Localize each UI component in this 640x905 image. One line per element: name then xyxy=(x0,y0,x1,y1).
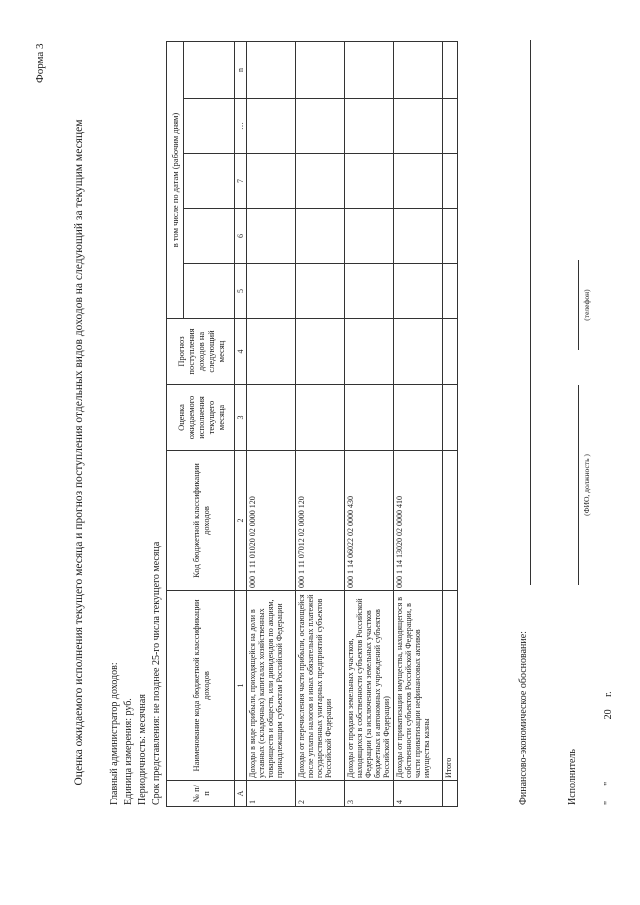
header-date-cell xyxy=(184,154,235,209)
column-number: 5 xyxy=(235,264,247,319)
column-number: 3 xyxy=(235,385,247,451)
header-forecast: Прогноз поступления доходов на следующий месяц xyxy=(167,319,235,385)
row-number: 4 xyxy=(394,781,443,807)
column-number: 2 xyxy=(235,451,247,591)
header-estimate: Оценка ожидаемого исполнения текущего месяца xyxy=(167,385,235,451)
column-number: А xyxy=(235,781,247,807)
header-code: Код бюджетной классификации доходов xyxy=(167,451,235,591)
row-name: Доходы от приватизации имущества, находящегося в собственности субъектов Российской Федерации, в части приватизации нефинансовых активов имущества казны xyxy=(394,591,443,781)
header-by-dates: в том числе по датам (рабочим дням) xyxy=(167,41,184,318)
form-label: Форма 3 xyxy=(34,43,46,83)
executor-label: Исполнитель xyxy=(567,749,578,805)
row-code: 000 1 14 13020 02 0000 410 xyxy=(394,451,443,591)
header-date-cell xyxy=(184,264,235,319)
header-num: № п/п xyxy=(167,781,235,807)
column-number: 7 xyxy=(235,154,247,209)
basis-label: Финансово-экономическое обоснование: xyxy=(518,631,529,805)
income-forecast-table xyxy=(166,41,458,807)
column-number: 6 xyxy=(235,209,247,264)
header-date-cell xyxy=(184,41,235,98)
row-name: Доходы в виде прибыли, приходящейся на доли в уставных (складочных) капиталах хозяйственных товариществ и обществ, или дивидендов по акциям, принадлежащим субъектам Российской Федерации xyxy=(247,591,296,781)
deadline-label: Срок представления: не позднее 25-го числа текущего месяца xyxy=(151,541,162,805)
header-date-cell xyxy=(184,99,235,154)
row-number: 3 xyxy=(345,781,394,807)
row-code: 000 1 14 06022 02 0000 430 xyxy=(345,451,394,591)
row-number: 2 xyxy=(296,781,345,807)
row-code: 000 1 11 07012 02 0000 120 xyxy=(296,451,345,591)
phone-caption: (телефон) xyxy=(582,289,591,321)
column-number: n xyxy=(235,41,247,98)
column-number: 4 xyxy=(235,319,247,385)
column-number: … xyxy=(235,99,247,154)
form-title: Оценка ожидаемого исполнения текущего месяца и прогноз поступления отдельных видов доходов на следующий за текущим месяцем xyxy=(73,119,85,786)
header-name: Наименование кода бюджетной классификации доходов xyxy=(167,591,235,781)
row-number: 1 xyxy=(247,781,296,807)
column-number: 1 xyxy=(235,591,247,781)
fio-caption: (ФИО, должность ) xyxy=(582,454,591,516)
phone-line xyxy=(578,260,579,350)
total-label: Итого xyxy=(443,591,458,781)
admin-label: Главный администратор доходов: xyxy=(109,662,120,805)
fio-line xyxy=(578,385,579,585)
unit-label: Единица измерения: руб. xyxy=(123,698,134,805)
row-code: 000 1 11 01020 02 0000 120 xyxy=(247,451,296,591)
periodicity-label: Периодичность: месячная xyxy=(137,694,148,805)
header-date-cell xyxy=(184,209,235,264)
row-name: Доходы от перечисления части прибыли, остающейся после уплаты налогов и иных обязательных платежей государственных унитарных предприятий субъектов Российской Федерации xyxy=(296,591,345,781)
basis-line xyxy=(530,40,531,585)
date-line: " " 20 г. xyxy=(603,691,614,805)
row-name: Доходы от продажи земельных участков, находящихся в собственности субъектов Российской Федерации (за исключением земельных участков бюджетных и автономных учреждений субъектов Российской Федерации) xyxy=(345,591,394,781)
